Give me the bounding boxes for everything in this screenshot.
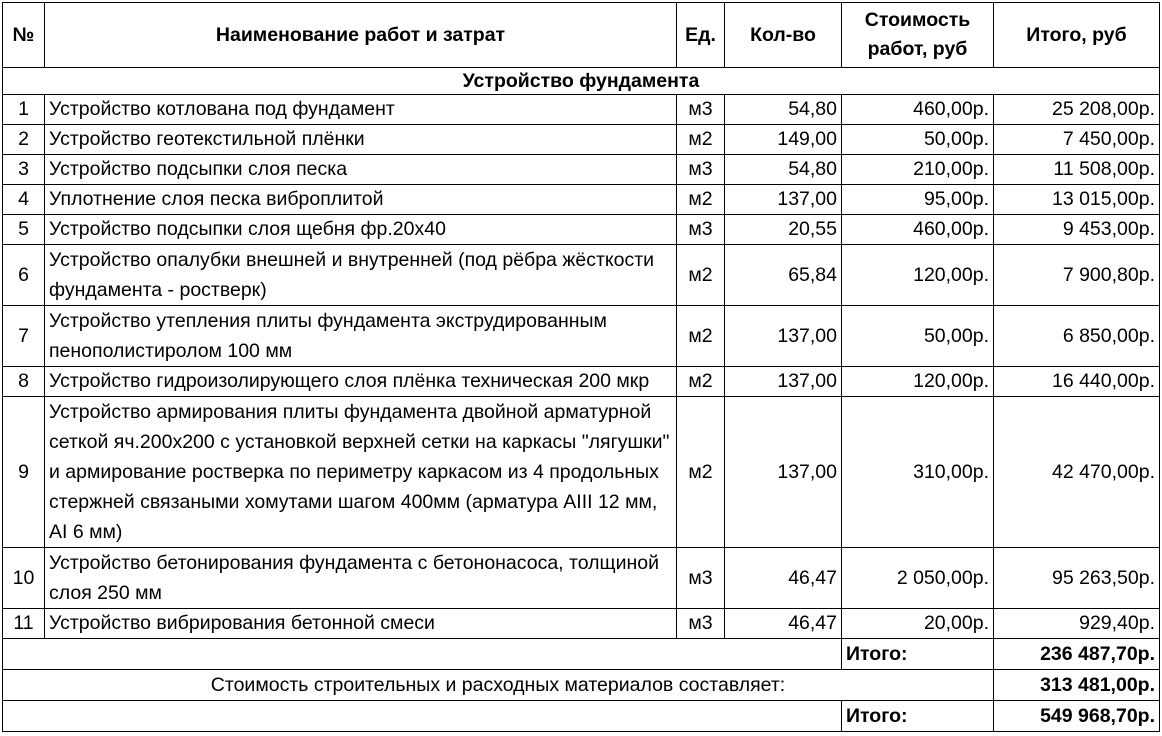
row-qty: 137,00 [725,185,842,215]
row-qty: 149,00 [725,125,842,155]
row-num: 11 [3,609,45,639]
row-qty: 137,00 [725,397,842,548]
row-unit: м3 [677,215,725,245]
row-price: 120,00р. [842,367,994,397]
row-name: Устройство геотекстильной плёнки [45,125,677,155]
row-price: 50,00р. [842,306,994,367]
row-name: Устройство гидроизолирующего слоя плёнка техническая 200 мкр [45,367,677,397]
header-num: № [3,3,45,68]
table-row [3,609,1160,639]
row-name: Устройство опалубки внешней и внутренней (под рёбра жёсткости фундамента - ростверк) [45,245,677,306]
table-row [3,548,1160,609]
grand-total-label: Итого: [842,701,994,732]
row-qty: 20,55 [725,215,842,245]
row-name: Устройство утепления плиты фундамента экструдированным пенополистиролом 100 мм [45,306,677,367]
row-price: 310,00р. [842,397,994,548]
row-total: 25 208,00р. [994,95,1160,125]
estimate-table [2,2,1160,732]
materials-value: 313 481,00р. [994,670,1160,701]
materials-label: Стоимость строительных и расходных материалов составляет: [3,670,994,701]
section-row [3,68,1160,95]
row-unit: м3 [677,548,725,609]
row-num: 5 [3,215,45,245]
header-row [3,3,1160,68]
table-row [3,397,1160,548]
row-price: 120,00р. [842,245,994,306]
row-total: 9 453,00р. [994,215,1160,245]
table-row [3,245,1160,306]
header-price-line1: Стоимость [864,9,971,31]
row-name: Устройство армирования плиты фундамента двойной арматурной сеткой яч.200х200 с установкой верхней сетки на каркасы "лягушки" и армирование ростверка по периметру каркасом из 4 продольных стержней связаными хомутами шагом 400мм (арматура АIII 12 мм, AI 6 мм) [45,397,677,548]
grand-total-value: 549 968,70р. [994,701,1160,732]
row-name: Устройство подсыпки слоя щебня фр.20х40 [45,215,677,245]
section-title: Устройство фундамента [3,68,1160,95]
header-price [842,3,994,68]
subtotal-row [3,639,1160,670]
row-qty: 46,47 [725,609,842,639]
subtotal-spacer [3,639,842,670]
table-row [3,306,1160,367]
header-total: Итого, руб [994,3,1160,68]
table-row [3,185,1160,215]
row-num: 6 [3,245,45,306]
row-price: 460,00р. [842,95,994,125]
header-price-line2: работ, руб [867,38,968,60]
subtotal-value: 236 487,70р. [994,639,1160,670]
row-price: 95,00р. [842,185,994,215]
header-name: Наименование работ и затрат [45,3,677,68]
row-num: 3 [3,155,45,185]
row-name: Устройство вибрирования бетонной смеси [45,609,677,639]
row-qty: 137,00 [725,306,842,367]
row-price: 460,00р. [842,215,994,245]
table-row [3,155,1160,185]
row-num: 2 [3,125,45,155]
table-row [3,95,1160,125]
row-unit: м3 [677,609,725,639]
row-num: 4 [3,185,45,215]
table-row [3,367,1160,397]
row-qty: 54,80 [725,155,842,185]
header-unit: Ед. [677,3,725,68]
row-name: Устройство бетонирования фундамента с бетононасоса, толщиной слоя 250 мм [45,548,677,609]
row-total: 95 263,50р. [994,548,1160,609]
row-name: Устройство котлована под фундамент [45,95,677,125]
row-num: 7 [3,306,45,367]
row-unit: м2 [677,185,725,215]
row-unit: м3 [677,95,725,125]
header-qty: Кол-во [725,3,842,68]
row-total: 42 470,00р. [994,397,1160,548]
row-unit: м2 [677,397,725,548]
row-qty: 65,84 [725,245,842,306]
row-total: 7 450,00р. [994,125,1160,155]
row-price: 50,00р. [842,125,994,155]
row-num: 1 [3,95,45,125]
row-total: 13 015,00р. [994,185,1160,215]
row-unit: м2 [677,125,725,155]
row-unit: м2 [677,367,725,397]
row-total: 929,40р. [994,609,1160,639]
row-price: 2 050,00р. [842,548,994,609]
grand-total-spacer [3,701,842,732]
grand-total-row [3,701,1160,732]
subtotal-label: Итого: [842,639,994,670]
row-qty: 137,00 [725,367,842,397]
row-num: 10 [3,548,45,609]
materials-row [3,670,1160,701]
row-qty: 54,80 [725,95,842,125]
table-row [3,125,1160,155]
row-num: 8 [3,367,45,397]
row-total: 6 850,00р. [994,306,1160,367]
row-price: 20,00р. [842,609,994,639]
row-unit: м3 [677,155,725,185]
row-num: 9 [3,397,45,548]
row-qty: 46,47 [725,548,842,609]
row-total: 11 508,00р. [994,155,1160,185]
table-row [3,215,1160,245]
row-unit: м2 [677,306,725,367]
row-total: 7 900,80р. [994,245,1160,306]
row-total: 16 440,00р. [994,367,1160,397]
row-price: 210,00р. [842,155,994,185]
row-name: Уплотнение слоя песка виброплитой [45,185,677,215]
row-unit: м2 [677,245,725,306]
row-name: Устройство подсыпки слоя песка [45,155,677,185]
